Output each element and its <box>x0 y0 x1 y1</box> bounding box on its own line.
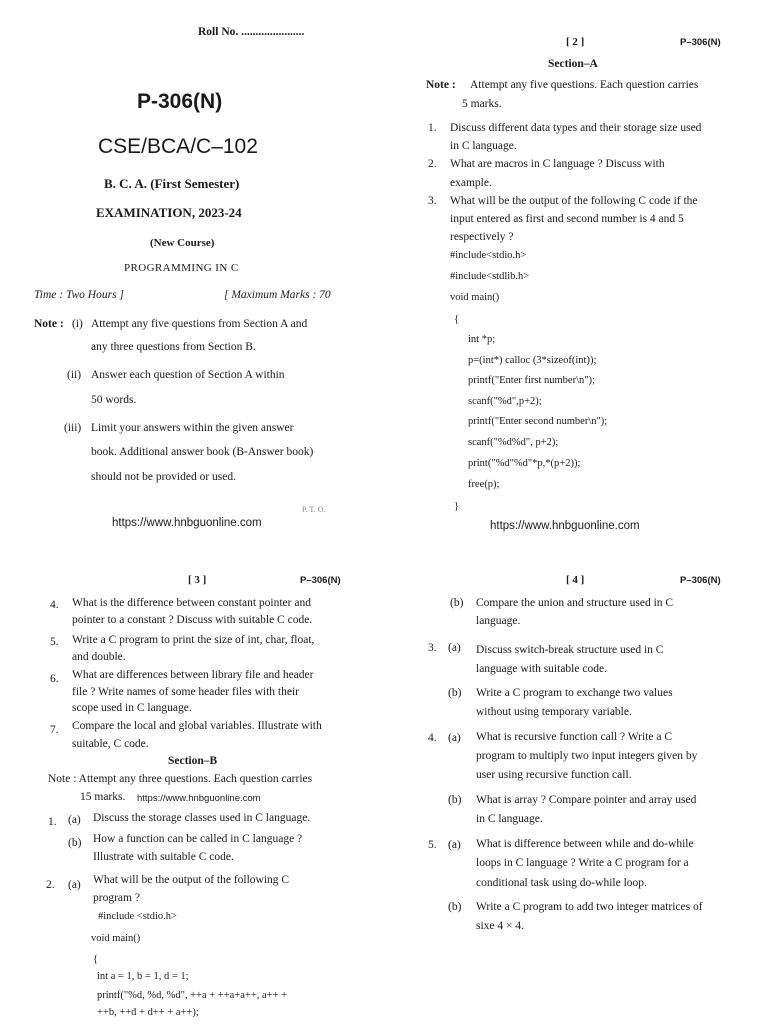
q3-line-1: What will be the output of the following C code if the <box>450 195 698 207</box>
b5b-number: (b) <box>448 901 462 913</box>
page-number: [ 2 ] <box>566 36 585 48</box>
b2a-line-2: program ? <box>93 892 140 904</box>
note-ii-number: (ii) <box>67 369 82 381</box>
b2-number: 2. <box>46 879 55 891</box>
code-line: free(p); <box>468 479 500 490</box>
note-label: Note : <box>34 318 64 330</box>
paper-code: P-306(N) <box>137 90 223 113</box>
q6-line-3: scope used in C language. <box>72 702 192 714</box>
q3-line-3: respectively ? <box>450 231 514 243</box>
code-line: printf("Enter first number\n"); <box>468 375 595 386</box>
subject-title: PROGRAMMING IN C <box>124 262 239 274</box>
b5a-line-3: conditional task using do-while loop. <box>476 877 647 889</box>
q4-number: 4. <box>50 599 59 611</box>
code-line: int *p; <box>468 334 496 345</box>
code-line: } <box>454 501 460 512</box>
b5b-line-1: Write a C program to add two integer matrices of <box>476 901 703 913</box>
paper-code: P–306(N) <box>300 575 341 586</box>
website-url[interactable]: https://www.hnbguonline.com <box>490 520 640 532</box>
b5-number: 5. <box>428 839 437 851</box>
b4a-number: (a) <box>448 732 461 744</box>
q1-line-2: in C language. <box>450 140 517 152</box>
q5-number: 5. <box>50 636 59 648</box>
course-code: CSE/BCA/C–102 <box>98 135 258 158</box>
note-i-number: (i) <box>72 318 83 330</box>
b1b-number: (b) <box>68 837 82 849</box>
q2-line-2: example. <box>450 177 492 189</box>
time-allowed: Time : Two Hours ] <box>34 289 124 301</box>
b3a-line-2: language with suitable code. <box>476 663 607 675</box>
note-ii-line-1: Answer each question of Section A within <box>91 369 285 381</box>
section-a-heading: Section–A <box>548 58 598 70</box>
q1-line-1: Discuss different data types and their storage size used <box>450 122 702 134</box>
b3b-number: (b) <box>448 687 462 699</box>
note-line-1: Note : Attempt any three questions. Each question carries <box>48 773 313 785</box>
b4a-line-3: user using recursive function call. <box>476 769 632 781</box>
program-name: B. C. A. (First Semester) <box>104 176 240 191</box>
section-b-heading: Section–B <box>168 755 218 767</box>
note-label: Note : <box>426 79 456 91</box>
code-line: p=(int*) calloc (3*sizeof(int)); <box>468 355 597 366</box>
code-line: scanf("%d%d", p+2); <box>468 437 559 448</box>
b5a-line-1: What is difference between while and do-while <box>476 838 694 850</box>
b1a-text: Discuss the storage classes used in C language. <box>93 812 311 824</box>
code-line: printf("%d, %d, %d", ++a + ++a+a++, a++ + <box>97 990 288 1001</box>
q4-line-1: What is the difference between constant pointer and <box>72 597 311 609</box>
q7-number: 7. <box>50 724 59 736</box>
note-iii-line-1: Limit your answers within the given answer <box>91 422 294 434</box>
code-line: int a = 1, b = 1, d = 1; <box>97 971 189 982</box>
b2b-line-1: Compare the union and structure used in C <box>476 597 674 609</box>
course-type: (New Course) <box>150 237 215 249</box>
q6-line-2: file ? Write names of some header files with their <box>72 686 300 698</box>
code-line: { <box>454 314 460 325</box>
q6-line-1: What are differences between library file and header <box>72 669 314 681</box>
note-iii-line-3: should not be provided or used. <box>91 471 237 483</box>
note-iii-number: (iii) <box>64 422 82 434</box>
note-line-2: 5 marks. <box>462 98 502 110</box>
page-number: [ 3 ] <box>188 574 207 586</box>
code-line: #include <stdio.h> <box>98 911 177 922</box>
page-1-cover <box>0 0 384 550</box>
note-url[interactable]: https://www.hnbguonline.com <box>137 793 261 804</box>
q5-line-2: and double. <box>72 651 126 663</box>
b3a-line-1: Discuss switch-break structure used in C <box>476 644 664 656</box>
q3-number: 3. <box>428 195 437 207</box>
note-iii-line-2: book. Additional answer book (B-Answer book) <box>91 446 314 458</box>
b5b-line-2: sixe 4 × 4. <box>476 920 525 932</box>
page-2 <box>384 0 768 550</box>
code-line: #include<stdio.h> <box>450 250 527 261</box>
b2a-number: (a) <box>68 879 81 891</box>
b1b-line-2: Illustrate with suitable C code. <box>93 851 234 863</box>
note-line-1: Attempt any five questions. Each question carries <box>470 79 699 91</box>
b5a-number: (a) <box>448 839 461 851</box>
note-line-2: 15 marks. <box>80 791 126 803</box>
b3-number: 3. <box>428 642 437 654</box>
q7-line-2: suitable, C code. <box>72 738 149 750</box>
b3b-line-2: without using temporary variable. <box>476 706 632 718</box>
exam-title: EXAMINATION, 2023-24 <box>96 205 242 220</box>
b4a-line-2: program to multiply two input integers given by <box>476 750 698 762</box>
page-number: [ 4 ] <box>566 574 585 586</box>
b4b-line-2: in C language. <box>476 813 543 825</box>
page-4 <box>384 560 768 1024</box>
q4-line-2: pointer to a constant ? Discuss with suitable C code. <box>72 614 313 626</box>
maximum-marks: [ Maximum Marks : 70 <box>224 289 331 301</box>
code-line: ++b, ++d + d++ + a++); <box>97 1007 199 1018</box>
b3a-number: (a) <box>448 642 461 654</box>
note-i-line-1: Attempt any five questions from Section A and <box>91 318 308 330</box>
b2b-number: (b) <box>450 597 464 609</box>
b2a-line-1: What will be the output of the following C <box>93 874 290 886</box>
b4-number: 4. <box>428 732 437 744</box>
b4a-line-1: What is recursive function call ? Write a C <box>476 731 673 743</box>
b5a-line-2: loops in C language ? Write a C program for a <box>476 857 689 869</box>
b4b-number: (b) <box>448 794 462 806</box>
code-line: print("%d"%d"*p,*(p+2)); <box>468 458 581 469</box>
q2-number: 2. <box>428 158 437 170</box>
note-ii-line-2: 50 words. <box>91 394 137 406</box>
code-line: printf("Enter second number\n"); <box>468 416 608 427</box>
q6-number: 6. <box>50 673 59 685</box>
b1-number: 1. <box>48 816 57 828</box>
code-line: { <box>93 954 99 965</box>
paper-code: P–306(N) <box>680 37 721 48</box>
roll-number: Roll No. ...................... <box>198 26 305 38</box>
b3b-line-1: Write a C program to exchange two values <box>476 687 673 699</box>
b1a-number: (a) <box>68 814 81 826</box>
website-url[interactable]: https://www.hnbguonline.com <box>112 517 262 529</box>
code-line: #include<stdlib.h> <box>450 271 530 282</box>
q2-line-1: What are macros in C language ? Discuss with <box>450 158 665 170</box>
code-line: void main() <box>450 292 500 303</box>
q5-line-1: Write a C program to print the size of int, char, float, <box>72 634 315 646</box>
code-line: void main() <box>91 933 141 944</box>
q1-number: 1. <box>428 122 437 134</box>
pto-mark: P. T. O. <box>302 505 326 514</box>
paper-code: P–306(N) <box>680 575 721 586</box>
b4b-line-1: What is array ? Compare pointer and array used <box>476 794 697 806</box>
b2b-line-2: language. <box>476 615 521 627</box>
note-i-line-2: any three questions from Section B. <box>91 341 256 353</box>
q7-line-1: Compare the local and global variables. Illustrate with <box>72 720 322 732</box>
q3-line-2: input entered as first and second number is 4 and 5 <box>450 213 684 225</box>
page-3 <box>0 560 384 1024</box>
b1b-line-1: How a function can be called in C language ? <box>93 833 303 845</box>
code-line: scanf("%d",p+2); <box>468 396 542 407</box>
